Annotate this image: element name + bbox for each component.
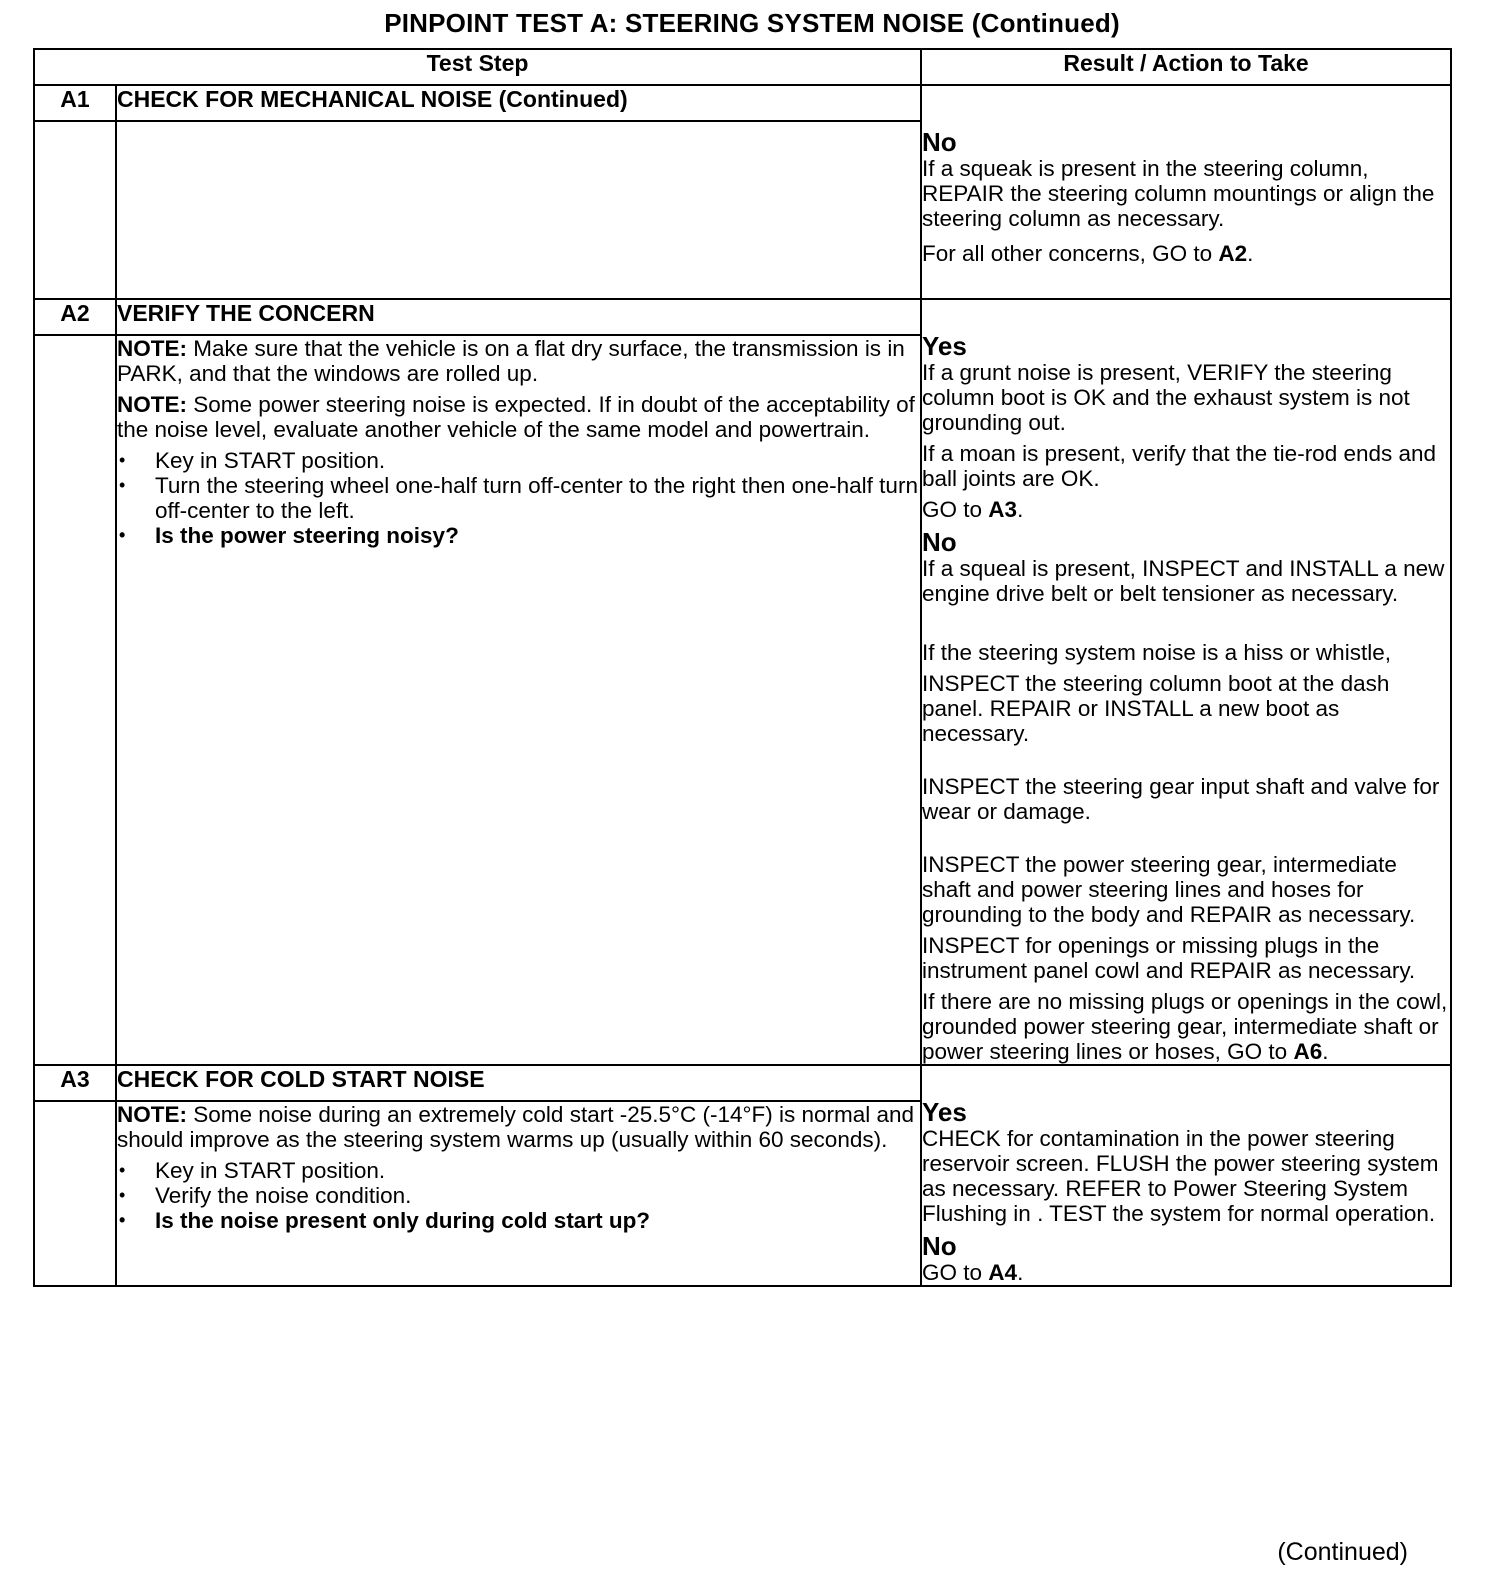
result-no-label: No (922, 1231, 957, 1261)
table-header-row (34, 49, 1451, 85)
list-item: • Verify the noise condition. (117, 1183, 920, 1208)
step-question: • Is the noise present only during cold start up? (117, 1208, 920, 1233)
step-a1-result (921, 85, 1451, 299)
step-a2-title-row (34, 299, 1451, 335)
step-a1-title-row (34, 85, 1451, 121)
step-bullets (117, 1158, 920, 1233)
note-text: NOTE: Some power steering noise is expected. If in doubt of the acceptability of the noise level, evaluate another vehicle of the same model and powertrain. (117, 392, 915, 442)
result-text: If there are no missing plugs or openings in the cowl, grounded power steering gear, intermediate shaft or power steering lines or hoses, GO to A6. (922, 989, 1448, 1064)
step-a3-body (116, 1101, 921, 1286)
page-title: PINPOINT TEST A: STEERING SYSTEM NOISE (Continued) (384, 8, 1120, 38)
header-result: Result / Action to Take (921, 49, 1451, 85)
step-a3-title-row (34, 1065, 1451, 1101)
continued-label: (Continued) (1277, 1538, 1408, 1566)
list-item: • Key in START position. (117, 448, 920, 473)
result-text: INSPECT for openings or missing plugs in the instrument panel cowl and REPAIR as necessary. (922, 933, 1416, 983)
step-title: VERIFY THE CONCERN (116, 299, 921, 335)
step-a2-body (116, 335, 921, 1065)
note-text: NOTE: Make sure that the vehicle is on a flat dry surface, the transmission is in PARK, and that the windows are rolled up. (117, 336, 905, 386)
list-item: • Turn the steering wheel one-half turn off-center to the right then one-half turn off-center to the left. (117, 473, 920, 523)
step-id: A2 (34, 299, 116, 335)
step-id: A3 (34, 1065, 116, 1101)
step-a2-result (921, 299, 1451, 1065)
result-text: If the steering system noise is a hiss or whistle, (922, 640, 1391, 665)
result-text: INSPECT the steering column boot at the dash panel. REPAIR or INSTALL a new boot as necessary. (922, 671, 1390, 746)
step-a1-body (116, 121, 921, 299)
pinpoint-test-table (33, 48, 1452, 1287)
result-text: If a squeal is present, INSPECT and INSTALL a new engine drive belt or belt tensioner as necessary. (922, 556, 1445, 606)
result-text: If a grunt noise is present, VERIFY the steering column boot is OK and the exhaust system is not grounding out. (922, 360, 1410, 435)
result-no-label: No (922, 127, 957, 157)
step-id: A1 (34, 85, 116, 121)
step-title: CHECK FOR COLD START NOISE (116, 1065, 921, 1101)
result-goto: GO to A3. (922, 497, 1024, 522)
step-a3-result (921, 1065, 1451, 1286)
note-text: NOTE: Some noise during an extremely cold start -25.5°C (-14°F) is normal and should improve as the steering system warms up (usually within 60 seconds). (117, 1102, 915, 1152)
step-bullets (117, 448, 920, 548)
result-no-label: No (922, 527, 957, 557)
result-text: If a squeak is present in the steering column, REPAIR the steering column mountings or align the steering column as necessary. (922, 156, 1435, 231)
result-text: INSPECT the power steering gear, intermediate shaft and power steering lines and hoses for grounding to the body and REPAIR as necessary. (922, 852, 1416, 927)
result-text: INSPECT the steering gear input shaft and valve for wear or damage. (922, 774, 1440, 824)
header-test-step: Test Step (34, 49, 921, 85)
result-goto: For all other concerns, GO to A2. (922, 241, 1254, 266)
result-yes-label: Yes (922, 331, 967, 361)
step-title: CHECK FOR MECHANICAL NOISE (Continued) (116, 85, 921, 121)
list-item: • Key in START position. (117, 1158, 920, 1183)
result-text: If a moan is present, verify that the tie-rod ends and ball joints are OK. (922, 441, 1437, 491)
result-text: CHECK for contamination in the power steering reservoir screen. FLUSH the power steering system as necessary. REFER to Power Steering System Flushing in . TEST the system for normal operation. (922, 1126, 1439, 1226)
step-question: • Is the power steering noisy? (117, 523, 920, 548)
result-yes-label: Yes (922, 1097, 967, 1127)
result-goto: GO to A4. (922, 1260, 1024, 1285)
